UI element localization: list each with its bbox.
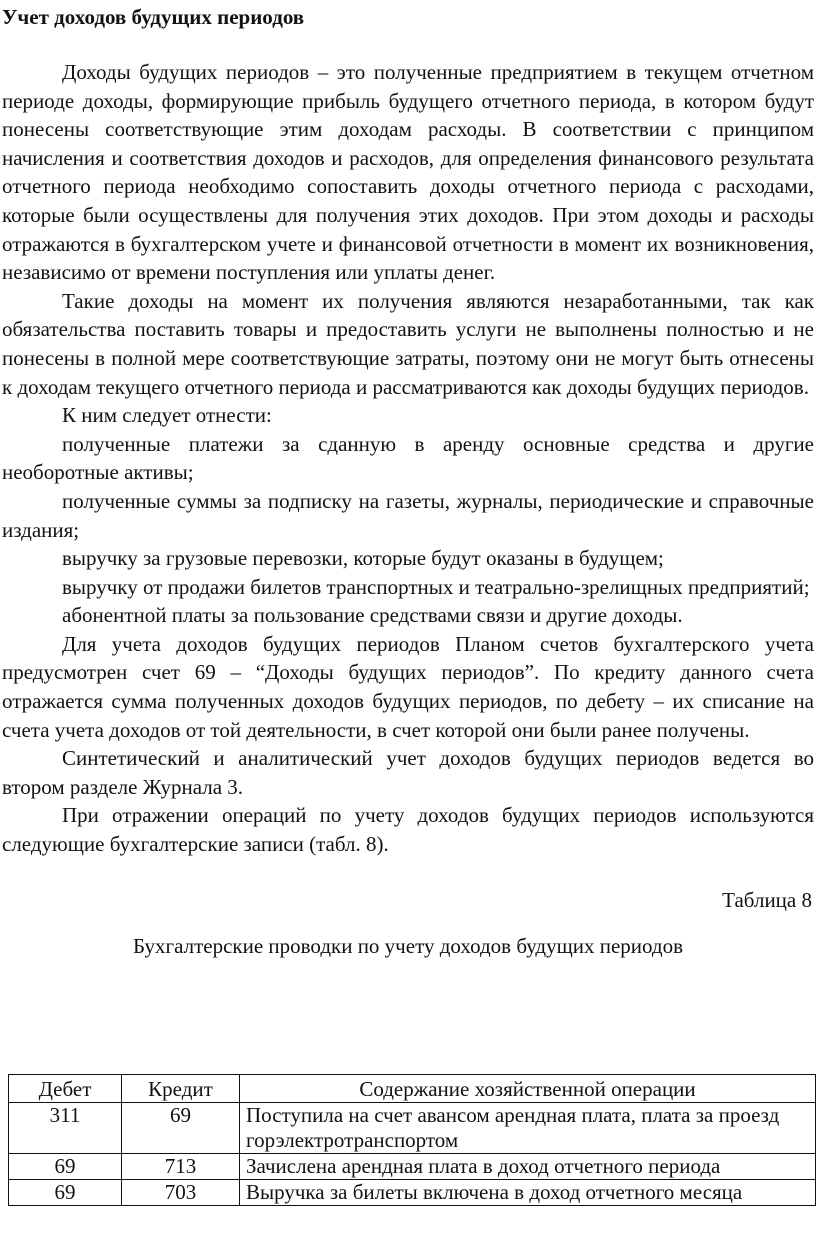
table-title: Бухгалтерские проводки по учету доходов будущих периодов xyxy=(132,933,684,958)
cell-operation: Зачислена арендная плата в доход отчетного периода xyxy=(240,1154,816,1180)
cell-operation: Выручка за билеты включена в доход отчетного месяца xyxy=(240,1180,816,1206)
document-body xyxy=(2,58,814,859)
list-item: выручку от продажи билетов транспортных и театрально-зрелищных предприятий; xyxy=(62,574,810,599)
paragraph: Такие доходы на момент их получения являются незаработанными, так как обязательства поставить товары и предоставить услуги не выполнены полностью и не понесены в полной мере соответствующие затраты, поэтому они не могут быть отнесены к доходам текущего отчетного периода и рассматриваются как доходы будущих периодов. xyxy=(2,288,814,399)
paragraph: Синтетический и аналитический учет доходов будущих периодов ведется во втором разделе Журнала 3. xyxy=(2,746,814,799)
list-item: выручку за грузовые перевозки, которые будут оказаны в будущем; xyxy=(62,546,664,571)
table-row xyxy=(9,1154,816,1180)
document-title: Учет доходов будущих периодов xyxy=(2,5,305,29)
cell-debit: 69 xyxy=(9,1154,122,1180)
cell-credit: 69 xyxy=(122,1103,240,1154)
column-header-operation: Содержание хозяйственной операции xyxy=(240,1075,816,1103)
table-row xyxy=(9,1180,816,1206)
cell-credit: 703 xyxy=(122,1180,240,1206)
table-row xyxy=(9,1103,816,1154)
paragraph: Для учета доходов будущих периодов Планом счетов бухгалтерского учета предусмотрен счет 69 – “Доходы будущих периодов”. По кредиту данного счета отражается сумма полученных доходов будущих периодов, по дебету – их списание на счета учета доходов от той деятельности, в счет которой они были ранее получены. xyxy=(2,631,814,742)
cell-credit: 713 xyxy=(122,1154,240,1180)
list-item: полученные платежи за сданную в аренду основные средства и другие необоротные активы; xyxy=(2,431,814,485)
list-item: абонентной платы за пользование средствами связи и другие доходы. xyxy=(62,603,683,628)
paragraph: К ним следует отнести: xyxy=(62,403,272,428)
paragraph: При отражении операций по учету доходов будущих периодов используются следующие бухгалтерские записи (табл. 8). xyxy=(2,803,814,857)
accounting-entries-table xyxy=(8,1074,816,1206)
table-caption: Таблица 8 xyxy=(722,887,812,912)
column-header-debit: Дебет xyxy=(9,1075,122,1103)
cell-operation: Поступила на счет авансом арендная плата, плата за проезд горэлектротранспортом xyxy=(240,1103,816,1154)
column-header-credit: Кредит xyxy=(122,1075,240,1103)
cell-debit: 311 xyxy=(9,1103,122,1154)
table-header-row xyxy=(9,1075,816,1103)
list-item: полученные суммы за подписку на газеты, журналы, периодические и справочные издания; xyxy=(2,488,814,542)
paragraph: Доходы будущих периодов – это полученные предприятием в текущем отчетном периоде доходы, формирующие прибыль будущего отчетного периода, в котором будут понесены соответствующие этим доходам расходы. В соответствии с принципом начисления и соответствия доходов и расходов, для определения финансового результата отчетного периода необходимо сопоставить доходы отчетного периода с расходами, которые были осуществлены для получения этих доходов. При этом доходы и расходы отражаются в бухгалтерском учете и финансовой отчетности в момент их возникновения, независимо от времени поступления или уплаты денег. xyxy=(2,60,814,285)
cell-debit: 69 xyxy=(9,1180,122,1206)
